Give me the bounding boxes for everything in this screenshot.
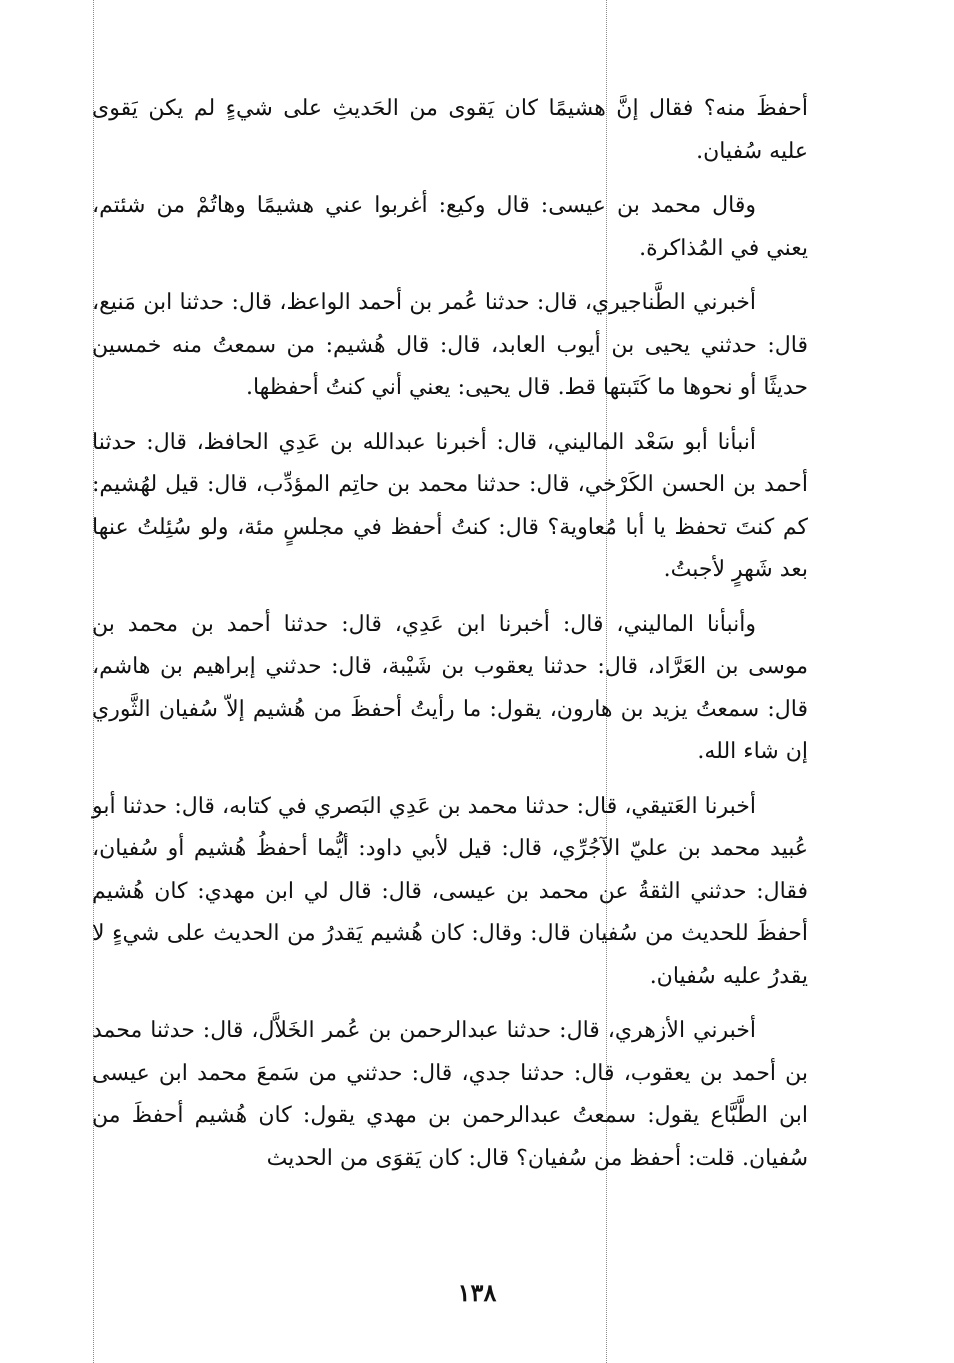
paragraph-5: وأنبأنا الماليني، قال: أخبرنا ابن عَدِي، قال: حدثنا أحمد بن محمد بن موسى بن العَرَّاد، قال: حدثنا يعقوب بن شَيْبة، قال: حدثني إبراهيم بن هاشم، قال: سمعتُ يزيد بن هارون، يقول: ما رأيتُ أحفظَ من هُشيم إلاّ سُفيان الثَّوري إن شاء الله. (92, 611, 808, 764)
page-number: ١٣٨ (457, 1278, 497, 1307)
paragraph-1: أحفظَ منه؟ فقال إنَّ هشيمًا كان يَقوى من الحَديثِ على شيءٍ لم يكن يَقوى عليه سُفيان. (92, 96, 808, 164)
paragraph-2: وقال محمد بن عيسى: قال وكيع: أغربوا عني هشيمًا وهاتُمْ من شئتم، يعني في المُذاكرة. (92, 193, 808, 261)
paragraph-6: أخبرنا العَتيقي، قال: حدثنا محمد بن عَدِي البَصري في كتابه، قال: حدثنا أبو عُبيد محمد بن عليّ الآجُرِّي، قال: قيل لأبي داود: أيُّما أحفظُ هُشيم أو سُفيان، فقال: حدثني الثقةُ عن محمد بن عيسى، قال: قال لي ابن مهدي: كان هُشيم أحفظَ للحديث من سُفيان قال: وقال: كان هُشيم يَقدرُ من الحديث على شيءٍ لا يقدرُ عليه سُفيان. (92, 793, 808, 989)
page-body (92, 88, 808, 1192)
paragraph-4: أنبأنا أبو سَعْد الماليني، قال: أخبرنا عبدالله بن عَدِي الحافظ، قال: حدثنا أحمد بن الحسن الكَرْخي، قال: حدثنا محمد بن حاتِم المؤدِّب، قال: قيل لهُشيم: كم كنتَ تحفظ يا أبا مُعاوية؟ قال: كنتُ أحفظ في مجلسٍ مئة، ولو سُئِلتُ عنها بعد شَهرٍ لأجبتُ. (92, 429, 808, 582)
paragraph-3: أخبرني الطَّناجيري، قال: حدثنا عُمر بن أحمد الواعظ، قال: حدثنا ابن مَنيع، قال: حدثني يحيى بن أيوب العابد، قال: قال هُشيم: من سمعتُ منه خمسين حديثًا أو نحوها ما كَتَبتها قط. قال يحيى: يعني أني كنتُ أحفظها. (92, 290, 808, 400)
paragraph-7: أخبرني الأزهري، قال: حدثنا عبدالرحمن بن عُمر الخَلاَّل، قال: حدثنا محمد بن أحمد بن يعقوب، قال: حدثنا جدي، قال: حدثني من سَمعَ محمد ابن عيسى ابن الطَّبَّاع يقول: سمعتُ عبدالرحمن بن مهدي يقول: كان هُشيم أحفظَ من سُفيان. قلت: أحفظ من سُفيان؟ قال: كان يَقوَى من الحديث (92, 1018, 808, 1171)
